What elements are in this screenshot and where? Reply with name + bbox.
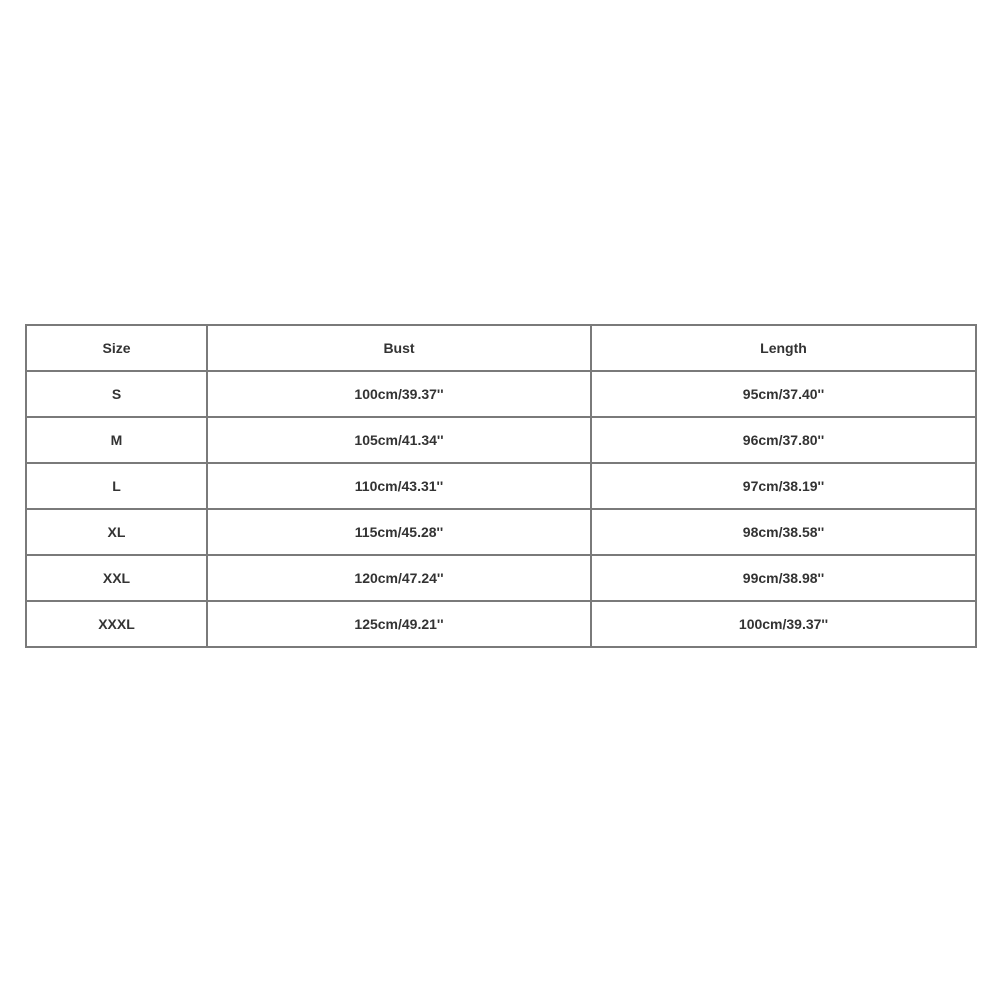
- size-cell: XXL: [26, 555, 207, 601]
- header-size: Size: [26, 325, 207, 371]
- header-length: Length: [591, 325, 976, 371]
- bust-cell: 125cm/49.21'': [207, 601, 591, 647]
- length-cell: 98cm/38.58'': [591, 509, 976, 555]
- bust-cell: 110cm/43.31'': [207, 463, 591, 509]
- bust-cell: 100cm/39.37'': [207, 371, 591, 417]
- bust-cell: 120cm/47.24'': [207, 555, 591, 601]
- table-row: [26, 509, 976, 555]
- header-bust: Bust: [207, 325, 591, 371]
- size-chart-table: [25, 324, 977, 648]
- length-cell: 96cm/37.80'': [591, 417, 976, 463]
- size-cell: XL: [26, 509, 207, 555]
- bust-cell: 115cm/45.28'': [207, 509, 591, 555]
- table-row: [26, 463, 976, 509]
- size-cell: M: [26, 417, 207, 463]
- table-row: [26, 555, 976, 601]
- size-cell: XXXL: [26, 601, 207, 647]
- table-header-row: [26, 325, 976, 371]
- bust-cell: 105cm/41.34'': [207, 417, 591, 463]
- table-row: [26, 601, 976, 647]
- length-cell: 97cm/38.19'': [591, 463, 976, 509]
- table-row: [26, 371, 976, 417]
- length-cell: 95cm/37.40'': [591, 371, 976, 417]
- length-cell: 100cm/39.37'': [591, 601, 976, 647]
- size-cell: L: [26, 463, 207, 509]
- length-cell: 99cm/38.98'': [591, 555, 976, 601]
- size-cell: S: [26, 371, 207, 417]
- table-row: [26, 417, 976, 463]
